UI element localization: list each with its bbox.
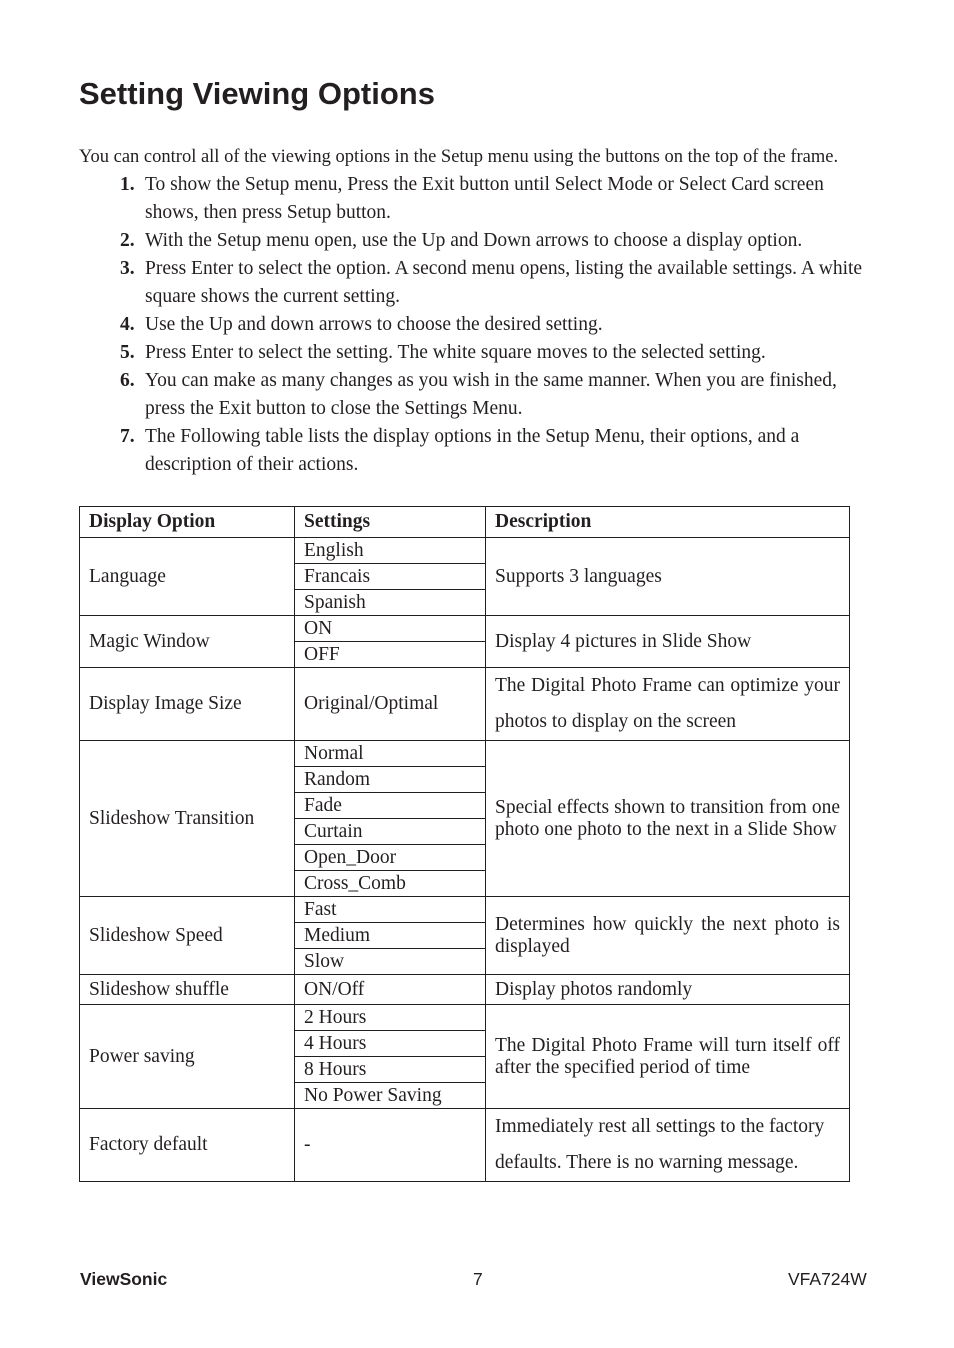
table-row: [80, 616, 850, 642]
header-description: Description: [486, 507, 850, 538]
step-text: The Following table lists the display options in the Setup Menu, their options, and a description of their actions.: [145, 426, 800, 475]
steps-list: [79, 171, 879, 479]
table-row: [80, 668, 850, 741]
setting-cell: ON/Off: [295, 975, 486, 1005]
step-item: [79, 339, 879, 367]
table-row: [80, 1005, 850, 1031]
step-number: 7.: [120, 426, 135, 447]
setting-cell: ON: [295, 616, 486, 642]
intro-paragraph: You can control all of the viewing options in the Setup menu using the buttons on the top of the frame.: [79, 147, 839, 167]
step-text: You can make as many changes as you wish in the same manner. When you are finished, press the Exit button to close the Settings Menu.: [145, 370, 837, 419]
step-number: 5.: [120, 342, 135, 363]
setting-cell: Curtain: [295, 819, 486, 845]
setting-cell: Medium: [295, 923, 486, 949]
table-header-row: [80, 507, 850, 538]
step-item: [79, 227, 879, 255]
setting-cell: Original/Optimal: [295, 668, 486, 741]
description-cell: The Digital Photo Frame can optimize your photos to display on the screen: [486, 668, 850, 741]
footer-model: VFA724W: [788, 1269, 867, 1289]
setting-cell: OFF: [295, 642, 486, 668]
step-number: 3.: [120, 258, 135, 279]
step-number: 1.: [120, 174, 135, 195]
header-settings: Settings: [295, 507, 486, 538]
setting-cell: No Power Saving: [295, 1083, 486, 1109]
description-cell: Determines how quickly the next photo is displayed: [486, 897, 850, 975]
setting-cell: Open_Door: [295, 845, 486, 871]
setting-cell: 2 Hours: [295, 1005, 486, 1031]
step-text: With the Setup menu open, use the Up and Down arrows to choose a display option.: [145, 230, 803, 251]
setting-cell: Random: [295, 767, 486, 793]
option-cell: Display Image Size: [80, 668, 295, 741]
step-item: [79, 423, 879, 479]
step-text: Use the Up and down arrows to choose the desired setting.: [145, 314, 603, 335]
display-options-table: [79, 506, 850, 1182]
setting-cell: 8 Hours: [295, 1057, 486, 1083]
table-row: [80, 975, 850, 1005]
footer-brand: ViewSonic: [80, 1269, 168, 1289]
step-item: [79, 171, 879, 227]
description-cell: Display photos randomly: [486, 975, 850, 1005]
description-cell: Supports 3 languages: [486, 538, 850, 616]
option-cell: Slideshow shuffle: [80, 975, 295, 1005]
page-title: Setting Viewing Options: [79, 76, 435, 111]
footer-page-number: 7: [473, 1269, 483, 1289]
setting-cell: Normal: [295, 741, 486, 767]
option-cell: Power saving: [80, 1005, 295, 1109]
step-text: Press Enter to select the option. A second menu opens, listing the available settings. A white square shows the current setting.: [145, 258, 863, 307]
setting-cell: 4 Hours: [295, 1031, 486, 1057]
setting-cell: Francais: [295, 564, 486, 590]
table-row: [80, 741, 850, 767]
option-cell: Slideshow Speed: [80, 897, 295, 975]
description-cell: Immediately rest all settings to the factory defaults. There is no warning message.: [486, 1109, 850, 1182]
option-cell: Magic Window: [80, 616, 295, 668]
step-number: 2.: [120, 230, 135, 251]
step-number: 4.: [120, 314, 135, 335]
header-display-option: Display Option: [80, 507, 295, 538]
option-cell: Language: [80, 538, 295, 616]
option-cell: Factory default: [80, 1109, 295, 1182]
setting-cell: Fade: [295, 793, 486, 819]
table-row: [80, 897, 850, 923]
table-row: [80, 538, 850, 564]
step-text: Press Enter to select the setting. The white square moves to the selected setting.: [145, 342, 766, 363]
table-row: [80, 1109, 850, 1182]
setting-cell: Fast: [295, 897, 486, 923]
description-cell: Special effects shown to transition from one photo one photo to the next in a Slide Show: [486, 741, 850, 897]
setting-cell: Cross_Comb: [295, 871, 486, 897]
setting-cell: Slow: [295, 949, 486, 975]
description-cell: Display 4 pictures in Slide Show: [486, 616, 850, 668]
step-number: 6.: [120, 370, 135, 391]
option-cell: Slideshow Transition: [80, 741, 295, 897]
setting-cell: English: [295, 538, 486, 564]
step-item: [79, 255, 879, 311]
description-cell: The Digital Photo Frame will turn itself off after the specified period of time: [486, 1005, 850, 1109]
step-item: [79, 367, 879, 423]
setting-cell: -: [295, 1109, 486, 1182]
step-text: To show the Setup menu, Press the Exit button until Select Mode or Select Card screen shows, then press Setup button.: [145, 174, 824, 223]
setting-cell: Spanish: [295, 590, 486, 616]
step-item: [79, 311, 879, 339]
